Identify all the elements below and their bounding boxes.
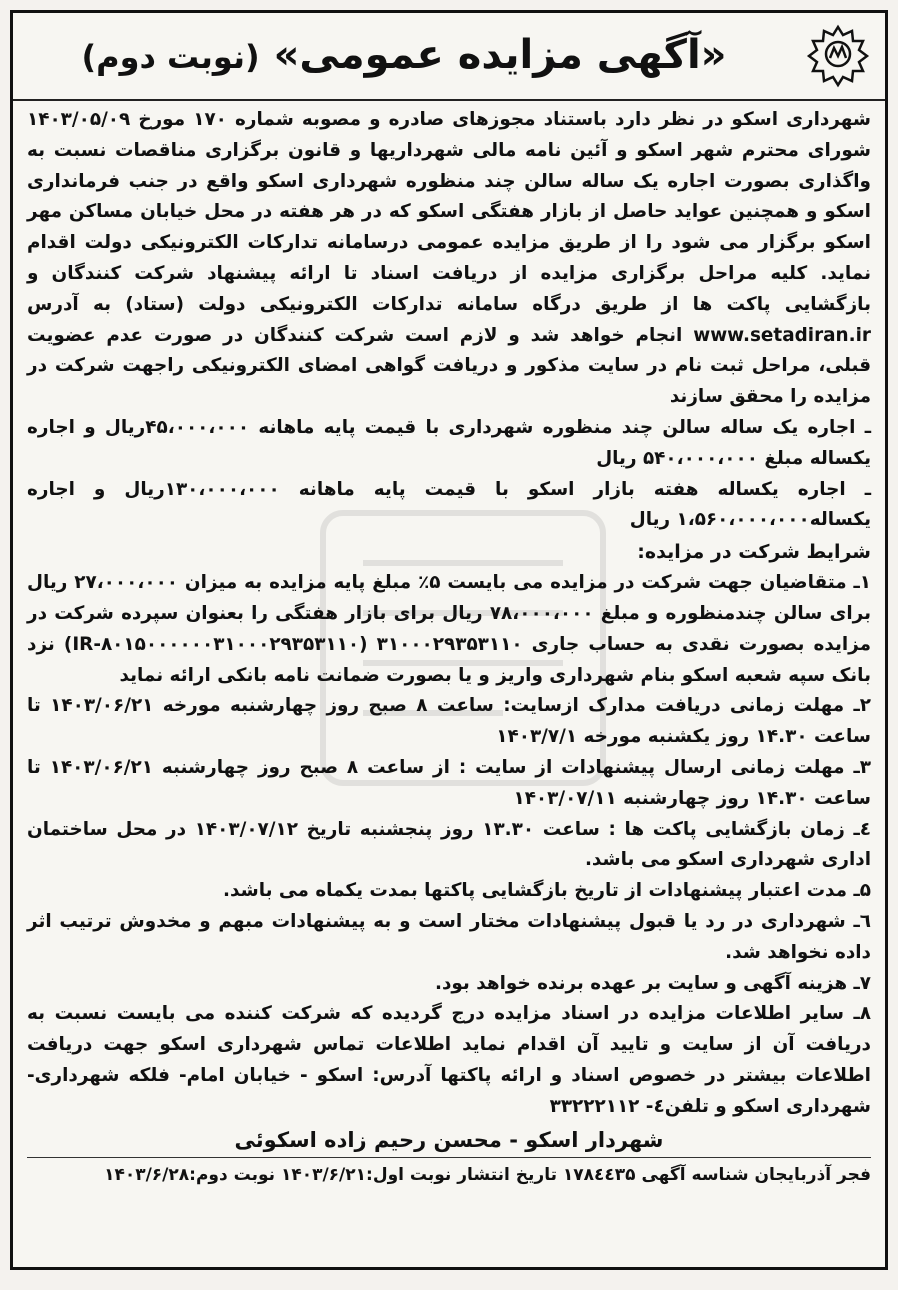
intro-paragraph	[27, 105, 871, 413]
condition-item: ٤ـ زمان بازگشایی پاکت ها : ساعت ۱۳.۳۰ روز پنجشنبه تاریخ ۱۴۰۳/۰۷/۱۲ در محل ساختمان اداری شهرداری اسکو می باشد.	[27, 818, 871, 871]
advertisement-page	[10, 10, 888, 1270]
condition-item: ۵ـ مدت اعتبار پیشنهادات از تاریخ بازگشایی پاکتها بمدت یکماه می باشد.	[223, 880, 871, 902]
ad-title	[33, 27, 775, 85]
setad-url-link[interactable]: www.setadiran.ir	[693, 324, 872, 346]
lease-item-bazaar: ـ اجاره یکساله هفته بازار اسکو با قیمت پایه ماهانه ۱۳۰،۰۰۰،۰۰۰ریال و اجاره یکساله۱،۵۶۰،۰۰۰،۰۰۰ ریال	[27, 478, 871, 531]
conditions-title: شرایط شرکت در مزایده:	[637, 541, 871, 564]
condition-item: ۱ـ متقاضیان جهت شرکت در مزایده می بایست ۵٪ مبلغ پایه مزایده به میزان ۲۷،۰۰۰،۰۰۰ ریال برای سالن چندمنظوره و مبلغ ۷۸،۰۰۰،۰۰۰ ریال برای بازار هفتگی را بعنوان سپرده شرکت در مزایده بصورت نقدی به حساب جاری ۳۱۰۰۰۲۹۳۵۳۱۱۰ (IR-۸۰۱۵۰۰۰۰۰۰۳۱۰۰۰۲۹۳۵۳۱۱۰) نزد بانک سپه شعبه اسکو بنام شهرداری واریز و یا بصورت ضمانت نامه بانکی ارائه نماید	[27, 572, 872, 686]
ad-title-main: «آگهی مزایده عمومی»	[273, 32, 727, 78]
ad-title-round: (نوبت دوم)	[81, 38, 260, 76]
condition-item: ۲ـ مهلت زمانی دریافت مدارک ازسایت: ساعت ۸ صبح روز چهارشنبه مورخه ۱۴۰۳/۰۶/۲۱ تا ساعت ۱۴.۳۰ روز یکشنبه مورخه ۱۴۰۳/۷/۱	[27, 695, 872, 748]
ad-header	[13, 13, 885, 101]
condition-item: ۸ـ سایر اطلاعات مزایده در اسناد مزایده درج گردیده که شرکت کننده می بایست نسبت به دریافت آن از سایت و تایید آن اقدام نماید اطلاعات تماس شهرداری اسکو جهت دریافت اطلاعات بیشتر در خصوص اسناد و ارائه پاکتها آدرس: اسکو - خیابان امام- فلکه شهرداری- شهرداری اسکو و تلفن٤- ۳۳۲۲۲۱۱۲	[27, 1003, 871, 1117]
publication-footer: فجر آذربایجان شناسه آگهی ۱۷۸٤٤۳۵ تاریخ انتشار نوبت اول:۱۴۰۳/۶/۲۱ نوبت دوم:۱۴۰۳/۶/۲۸	[27, 1157, 871, 1190]
intro-end-text: انجام خواهد شد و لازم است شرکت کنندگان در صورت عدم عضویت قبلی، مراحل ثبت نام در سایت مذکور و دریافت گواهی امضای الکترونیکی راجهت شرکت در مزایده را محقق سازند	[27, 324, 871, 408]
ad-body	[27, 105, 871, 1259]
lease-item-hall: ـ اجاره یک ساله سالن چند منظوره شهرداری با قیمت پایه ماهانه ۴۵،۰۰۰،۰۰۰ریال و اجاره یکساله مبلغ ۵۴۰،۰۰۰،۰۰۰ ریال	[27, 416, 872, 469]
condition-item: ٦ـ شهرداری در رد یا قبول پیشنهادات مختار است و به پیشنهادات مبهم و مخدوش ترتیب اثر داده نخواهد شد.	[27, 910, 871, 963]
municipality-logo-icon	[805, 23, 871, 89]
intro-text: شهرداری اسکو در نظر دارد باستناد مجوزهای صادره و مصوبه شماره ۱۷۰ مورخ ۱۴۰۳/۰۵/۰۹ شورای محترم شهر اسکو و آئین نامه مالی شهرداریها و قانون برگزاری مناقصات نسبت به واگذاری بصورت اجاره یک ساله سالن چند منظوره شهرداری اسکو واقع در جنب فرمانداری اسکو و همچنین عواید حاصل از بازار هفتگی اسکو که در هر هفته در محل خیابان مساکن مهر اسکو برگزار می شود را از طریق مزایده عمومی درسامانه تدارکات الکترونیکی دولت اقدام نماید. کلیه مراحل برگزاری مزایده از دریافت اسناد تا ارائه پیشنهاد شرکت کنندگان و بازگشایی پاکت ها از طریق درگاه سامانه تدارکات الکترونیکی دولت (ستاد) به آدرس	[27, 109, 871, 315]
condition-item: ۳ـ مهلت زمانی ارسال پیشنهادات از سایت : از ساعت ۸ صبح روز چهارشنبه ۱۴۰۳/۰۶/۲۱ تا ساعت ۱۴.۳۰ روز چهارشنبه ۱۴۰۳/۰۷/۱۱	[27, 756, 872, 809]
mayor-signature: شهردار اسکو - محسن رحیم زاده اسکوئی	[234, 1127, 664, 1152]
condition-item: ۷ـ هزینه آگهی و سایت بر عهده برنده خواهد بود.	[434, 972, 871, 994]
